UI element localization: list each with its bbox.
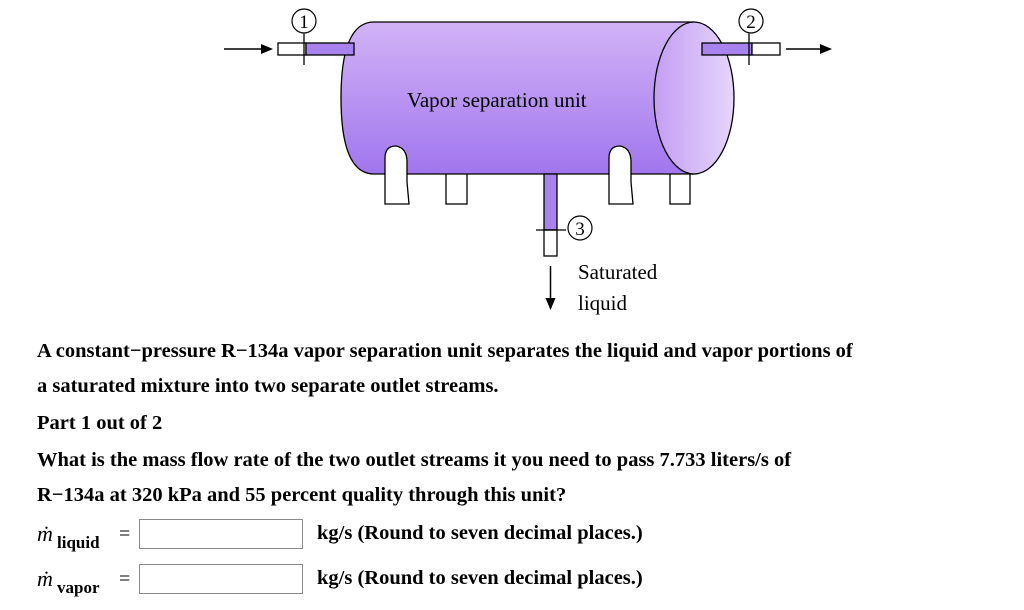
liquid-outlet-pipe bbox=[536, 174, 566, 256]
liquid-mass-flow-row bbox=[37, 519, 737, 555]
liquid-mass-flow-input[interactable] bbox=[139, 519, 303, 549]
state-2-marker bbox=[739, 9, 763, 34]
state-3-number: 3 bbox=[575, 219, 585, 240]
state-1-marker bbox=[292, 9, 316, 34]
vapor-mass-flow-input[interactable] bbox=[139, 564, 303, 594]
part-label: Part 1 out of 2 bbox=[37, 412, 163, 434]
problem-statement-line-1: A constant−pressure R−134a vapor separation unit separates the liquid and vapor portions of bbox=[37, 340, 853, 362]
mass-flow-symbol: ṁ bbox=[37, 566, 53, 591]
state-1-number: 1 bbox=[299, 12, 309, 33]
inlet-arrow-icon bbox=[261, 44, 273, 54]
equals-sign: = bbox=[119, 568, 131, 590]
problem-statement-line-2: a saturated mixture into two separate outlet streams. bbox=[37, 375, 499, 397]
mass-flow-symbol: ṁ bbox=[37, 521, 53, 546]
liquid-unit-instruction: kg/s (Round to seven decimal places.) bbox=[317, 522, 643, 544]
liquid-label-line-2: liquid bbox=[578, 291, 628, 315]
liquid-label-line-1: Saturated bbox=[578, 260, 658, 284]
question-line-2: R−134a at 320 kPa and 55 percent quality through this unit? bbox=[37, 484, 567, 506]
state-3-marker bbox=[568, 216, 592, 240]
state-2-number: 2 bbox=[746, 12, 756, 33]
vapor-unit-instruction: kg/s (Round to seven decimal places.) bbox=[317, 567, 643, 589]
vapor-mass-flow-row bbox=[37, 564, 737, 600]
unit-label: Vapor separation unit bbox=[407, 88, 587, 112]
question-line-1: What is the mass flow rate of the two outlet streams it you need to pass 7.733 liters/s of bbox=[37, 449, 792, 471]
vapor-subscript: vapor bbox=[57, 578, 100, 597]
liquid-outlet-arrow-icon bbox=[546, 298, 556, 310]
vapor-outlet-arrow-icon bbox=[820, 44, 832, 54]
equals-sign: = bbox=[119, 523, 131, 545]
inlet-pipe bbox=[278, 34, 354, 65]
liquid-subscript: liquid bbox=[57, 533, 100, 552]
